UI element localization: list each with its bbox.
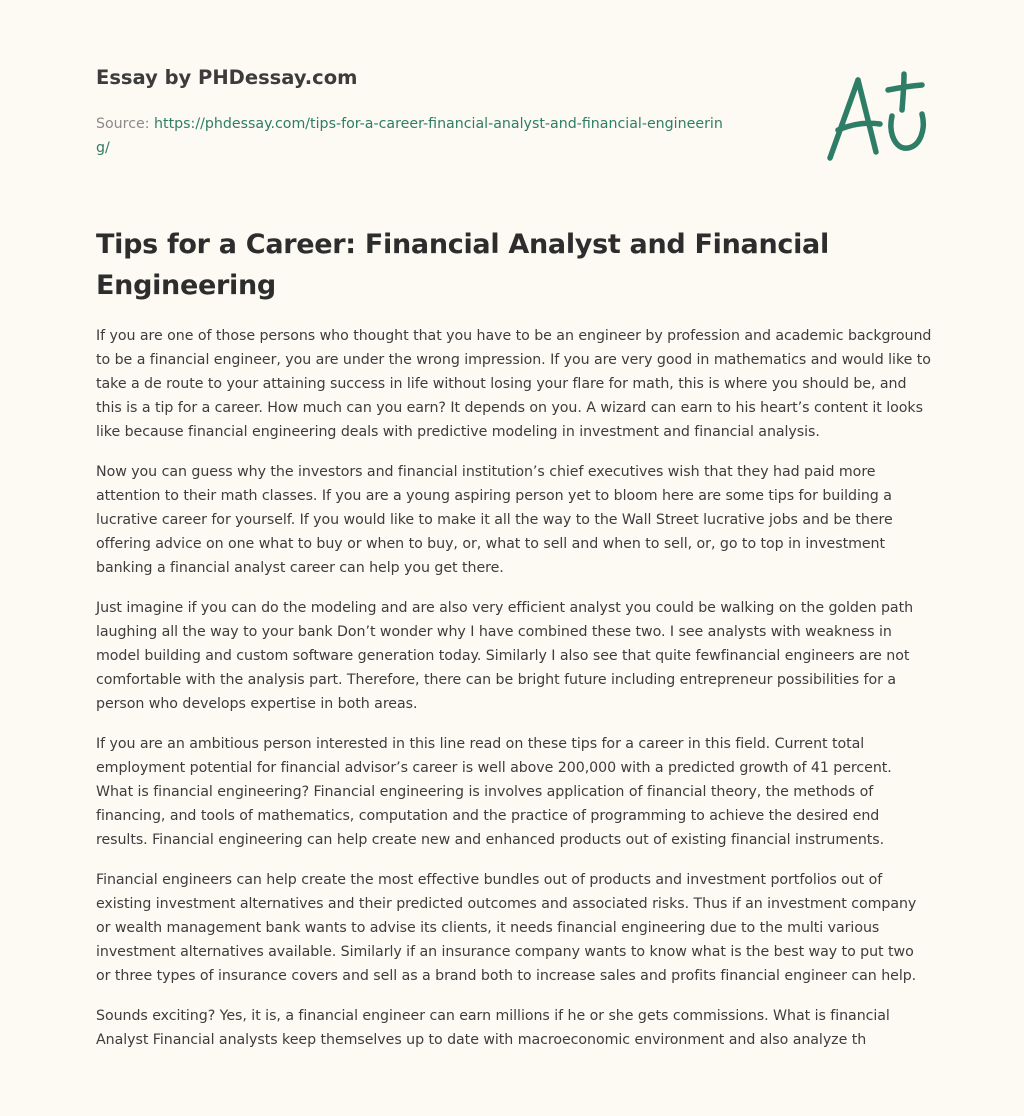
site-name: Essay by PHDessay.com <box>96 66 358 89</box>
source-line <box>96 112 736 160</box>
page-title: Tips for a Career: Financial Analyst and Financial Engineering <box>96 229 829 301</box>
paragraph: Financial engineers can help create the most effective bundles out of products and investment portfolios out of existing investment alternatives and their predicted outcomes and associated risks. Thus if an investment company or wealth management bank wants to advise its clients, it needs financial engineering due to the multi various investment alternatives available. Similarly if an insurance company wants to know what is the best way to put two or three types of insurance covers and sell as a brand both to increase sales and profits financial engineer can help. <box>96 872 917 984</box>
source-label: Source: <box>96 116 155 132</box>
a-plus-logo-icon <box>818 66 934 166</box>
paragraph: Sounds exciting? Yes, it is, a financial engineer can earn millions if he or she gets commissions. What is financial Analyst Financial analysts keep themselves up to date with macroeconomic environment and also analyze th <box>96 1008 890 1048</box>
paragraph: Just imagine if you can do the modeling and are also very efficient analyst you could be walking on the golden path laughing all the way to your bank Don’t wonder why I have combined these two. I see analysts with weakness in model building and custom software generation today. Similarly I also see that quite fewfinancial engineers are not comfortable with the analysis part. Therefore, there can be bright future including entrepreneur possibilities for a person who develops expertise in both areas. <box>96 600 914 712</box>
article-body <box>96 324 932 1068</box>
paragraph: Now you can guess why the investors and financial institution’s chief executives wish that they had paid more attention to their math classes. If you are a young aspiring person yet to bloom here are some tips for building a lucrative career for yourself. If you would like to make it all the way to the Wall Street lucrative jobs and be there offering advice on one what to buy or when to buy, or, what to sell and when to sell, or, go to top in investment banking a financial analyst career can help you get there. <box>96 464 893 576</box>
page-header <box>96 64 736 160</box>
paragraph: If you are one of those persons who thought that you have to be an engineer by profession and academic background to be a financial engineer, you are under the wrong impression. If you are very good in mathematics and would like to take a de route to your attaining success in life without losing your flare for math, this is where you should be, and this is a tip for a career. How much can you earn? It depends on you. A wizard can earn to his heart’s content it looks like because financial engineering deals with predictive modeling in investment and financial analysis. <box>96 328 932 440</box>
paragraph: If you are an ambitious person interested in this line read on these tips for a career in this field. Current total employment potential for financial advisor’s career is well above 200,000 with a predicted growth of 41 percent. What is financial engineering? Financial engineering is involves application of financial theory, the methods of financing, and tools of mathematics, computation and the practice of programming to achieve the desired end results. Financial engineering can help create new and enhanced products out of existing financial instruments. <box>96 736 892 848</box>
source-link[interactable]: https://phdessay.com/tips-for-a-career-financial-analyst-and-financial-engineering/ <box>96 116 723 156</box>
